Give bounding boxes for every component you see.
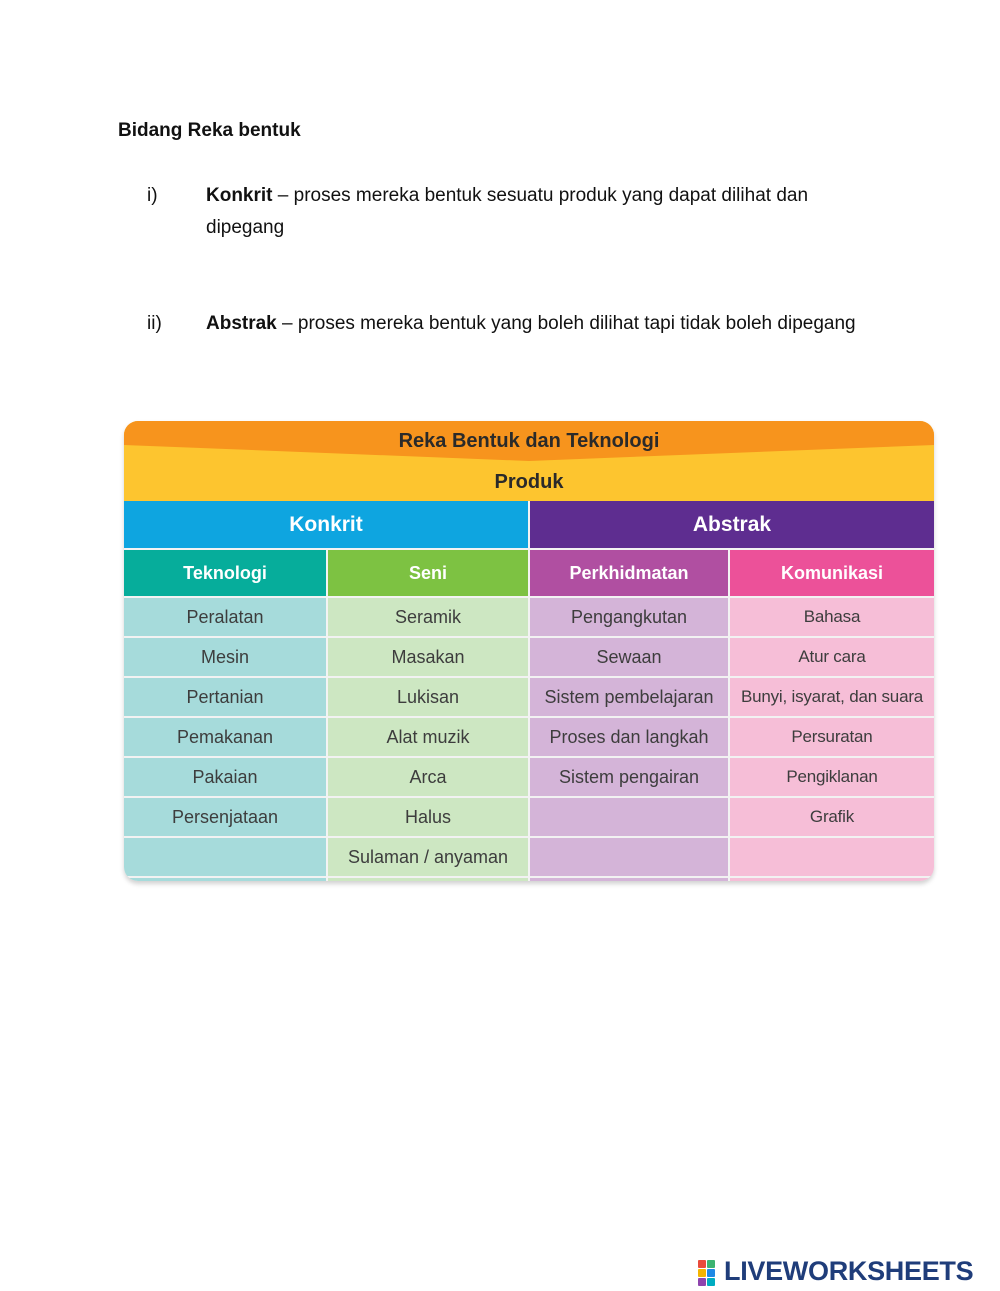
table-cell: Masakan bbox=[328, 638, 528, 678]
table-cell bbox=[530, 838, 728, 878]
table-cell: Seramik bbox=[328, 598, 528, 638]
table-cell: Persenjataan bbox=[124, 798, 326, 838]
column-perkhidmatan bbox=[530, 598, 728, 881]
item-number: ii) bbox=[147, 313, 162, 334]
table-cell: Lukisan bbox=[328, 678, 528, 718]
table-cell bbox=[124, 838, 326, 878]
column-seni bbox=[328, 598, 528, 881]
table-cell: Atur cara bbox=[730, 638, 934, 678]
table-cell: Arca bbox=[328, 758, 528, 798]
table-cell bbox=[730, 838, 934, 878]
logo-block-icon bbox=[707, 1269, 715, 1277]
table-cell: Mesin bbox=[124, 638, 326, 678]
table-cell: Bunyi, isyarat, dan suara bbox=[730, 678, 934, 718]
category-abstrak: Abstrak bbox=[530, 501, 934, 548]
item-number: i) bbox=[147, 185, 158, 206]
table-cell: Peralatan bbox=[124, 598, 326, 638]
item-description: – proses mereka bentuk yang boleh dilihat tapi tidak boleh dipegang bbox=[276, 313, 856, 334]
table-cell: Pengangkutan bbox=[530, 598, 728, 638]
item-term: Konkrit bbox=[206, 185, 273, 206]
column-header-komunikasi: Komunikasi bbox=[730, 550, 934, 596]
table-cell: Alat muzik bbox=[328, 718, 528, 758]
table-cell: Bahasa bbox=[730, 598, 934, 638]
logo-block-icon bbox=[698, 1260, 706, 1268]
table-title: Reka Bentuk dan Teknologi bbox=[398, 430, 660, 452]
logo-block-icon bbox=[698, 1278, 706, 1286]
column-komunikasi bbox=[730, 598, 934, 881]
table-cell bbox=[530, 798, 728, 838]
table-cell: Persuratan bbox=[730, 718, 934, 758]
column-header-perkhidmatan: Perkhidmatan bbox=[530, 550, 728, 596]
table-cell: Sistem pembelajaran bbox=[530, 678, 728, 718]
table-cell: Pakaian bbox=[124, 758, 326, 798]
table-cell: Pengiklanan bbox=[730, 758, 934, 798]
logo-block-icon bbox=[707, 1278, 715, 1286]
definition-item-abstrak bbox=[147, 308, 887, 340]
classification-table bbox=[124, 421, 934, 881]
table-cell: Sulaman / anyaman bbox=[328, 838, 528, 878]
table-cell: Proses dan langkah bbox=[530, 718, 728, 758]
table-cell: Sewaan bbox=[530, 638, 728, 678]
definition-item-konkrit bbox=[147, 180, 887, 244]
logo-text: LIVEWORKSHEETS bbox=[724, 1256, 974, 1286]
table-cell: Grafik bbox=[730, 798, 934, 838]
item-term: Abstrak bbox=[206, 313, 277, 334]
table-cell: Halus bbox=[328, 798, 528, 838]
column-teknologi bbox=[124, 598, 326, 881]
category-konkrit: Konkrit bbox=[124, 501, 528, 548]
section-heading: Bidang Reka bentuk bbox=[118, 120, 301, 141]
column-header-teknologi: Teknologi bbox=[124, 550, 326, 596]
column-header-seni: Seni bbox=[328, 550, 528, 596]
table-cell: Pemakanan bbox=[124, 718, 326, 758]
item-description: – proses mereka bentuk sesuatu produk yang dapat dilihat dan dipegang bbox=[206, 185, 809, 238]
table-cell: Sistem pengairan bbox=[530, 758, 728, 798]
logo-block-icon bbox=[698, 1269, 706, 1277]
logo-block-icon bbox=[707, 1260, 715, 1268]
table-subtitle: Produk bbox=[494, 471, 564, 493]
table-cell: Pertanian bbox=[124, 678, 326, 718]
